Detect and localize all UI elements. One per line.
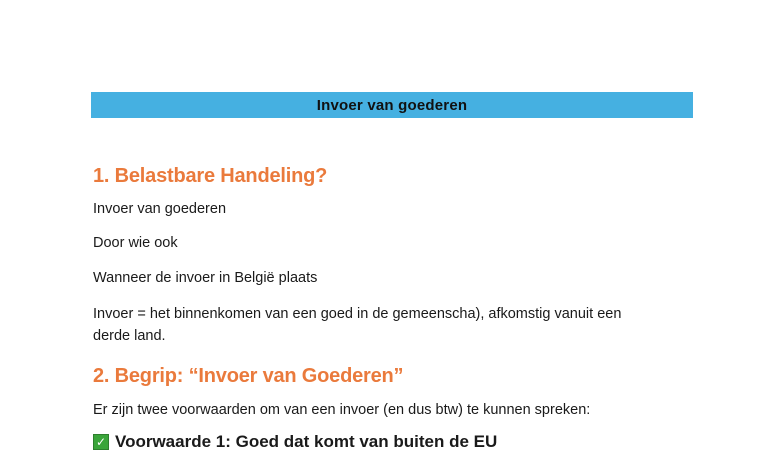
paragraph-door-wie-ook: Door wie ook (93, 235, 178, 251)
condition-1-line (93, 432, 497, 452)
title-bar (91, 92, 693, 118)
section-heading-begrip: 2. Begrip: “Invoer van Goederen” (93, 365, 404, 387)
paragraph-definition-line2: derde land. (93, 328, 166, 344)
condition-1-text: Voorwaarde 1: Goed dat komt van buiten de EU (115, 432, 498, 451)
paragraph-voorwaarden-intro: Er zijn twee voorwaarden om van een invoer (en dus btw) te kunnen spreken: (93, 402, 591, 418)
check-box-icon: ✓ (93, 434, 109, 450)
section-heading-belastbare-handeling: 1. Belastbare Handeling? (93, 165, 328, 187)
paragraph-invoer: Invoer van goederen (93, 201, 227, 217)
paragraph-definition-line1: Invoer = het binnenkomen van een goed in de gemeenscha), afkomstig vanuit een (93, 306, 622, 322)
page-title: Invoer van goederen (316, 96, 468, 114)
paragraph-wanneer: Wanneer de invoer in België plaats (93, 270, 318, 286)
